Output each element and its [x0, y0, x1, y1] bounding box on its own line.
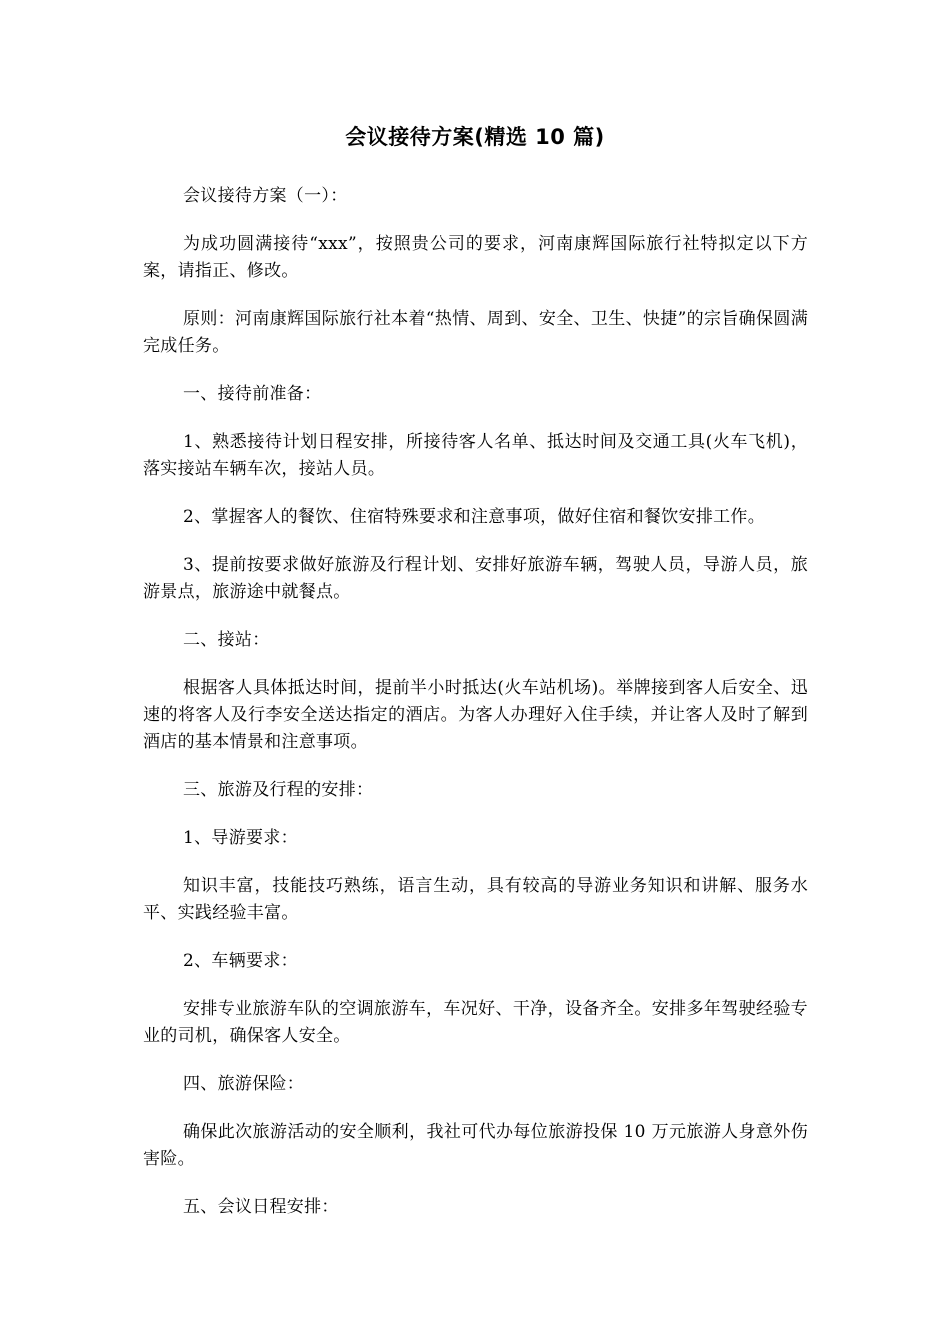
paragraph-insurance: 确保此次旅游活动的安全顺利，我社可代办每位旅游投保 10 万元旅游人身意外伤害险。 — [143, 1122, 808, 1169]
section-heading-insurance: 四、旅游保险： — [183, 1074, 305, 1094]
paragraph-preparation-3: 3、提前按要求做好旅游及行程计划、安排好旅游车辆，驾驶人员，导游人员，旅游景点，旅游途中就餐点。 — [143, 555, 808, 602]
subheading-guide-requirements: 1、导游要求： — [183, 828, 298, 848]
section-heading-schedule: 五、会议日程安排： — [183, 1197, 339, 1217]
paragraph-vehicle-requirements: 安排专业旅游车队的空调旅游车，车况好、干净，设备齐全。安排多年驾驶经验专业的司机，确保客人安全。 — [143, 999, 808, 1046]
paragraph-principle: 原则：河南康辉国际旅行社本着“热情、周到、安全、卫生、快捷”的宗旨确保圆满完成任务。 — [143, 309, 808, 356]
document-title: 会议接待方案(精选 10 篇) — [345, 125, 605, 149]
paragraph-preparation-1: 1、熟悉接待计划日程安排，所接待客人名单、抵达时间及交通工具(火车飞机)，落实接站车辆车次，接站人员。 — [143, 432, 808, 479]
document-body — [143, 183, 808, 1242]
paragraph-plan-heading: 会议接待方案（一）： — [183, 186, 348, 206]
section-heading-itinerary: 三、旅游及行程的安排： — [183, 780, 374, 800]
paragraph-guide-requirements: 知识丰富，技能技巧熟练，语言生动，具有较高的导游业务知识和讲解、服务水平、实践经验丰富。 — [143, 876, 808, 923]
subheading-vehicle-requirements: 2、车辆要求： — [183, 951, 298, 971]
paragraph-preparation-2: 2、掌握客人的餐饮、住宿特殊要求和注意事项，做好住宿和餐饮安排工作。 — [183, 507, 766, 527]
paragraph-intro: 为成功圆满接待“xxx”，按照贵公司的要求，河南康辉国际旅行社特拟定以下方案，请指正、修改。 — [143, 234, 808, 281]
paragraph-pickup: 根据客人具体抵达时间，提前半小时抵达(火车站机场)。举牌接到客人后安全、迅速的将客人及行李安全送达指定的酒店。为客人办理好入住手续，并让客人及时了解到酒店的基本情景和注意事项。 — [143, 678, 808, 752]
section-heading-pickup: 二、接站： — [183, 630, 270, 650]
section-heading-preparation: 一、接待前准备： — [183, 384, 322, 404]
